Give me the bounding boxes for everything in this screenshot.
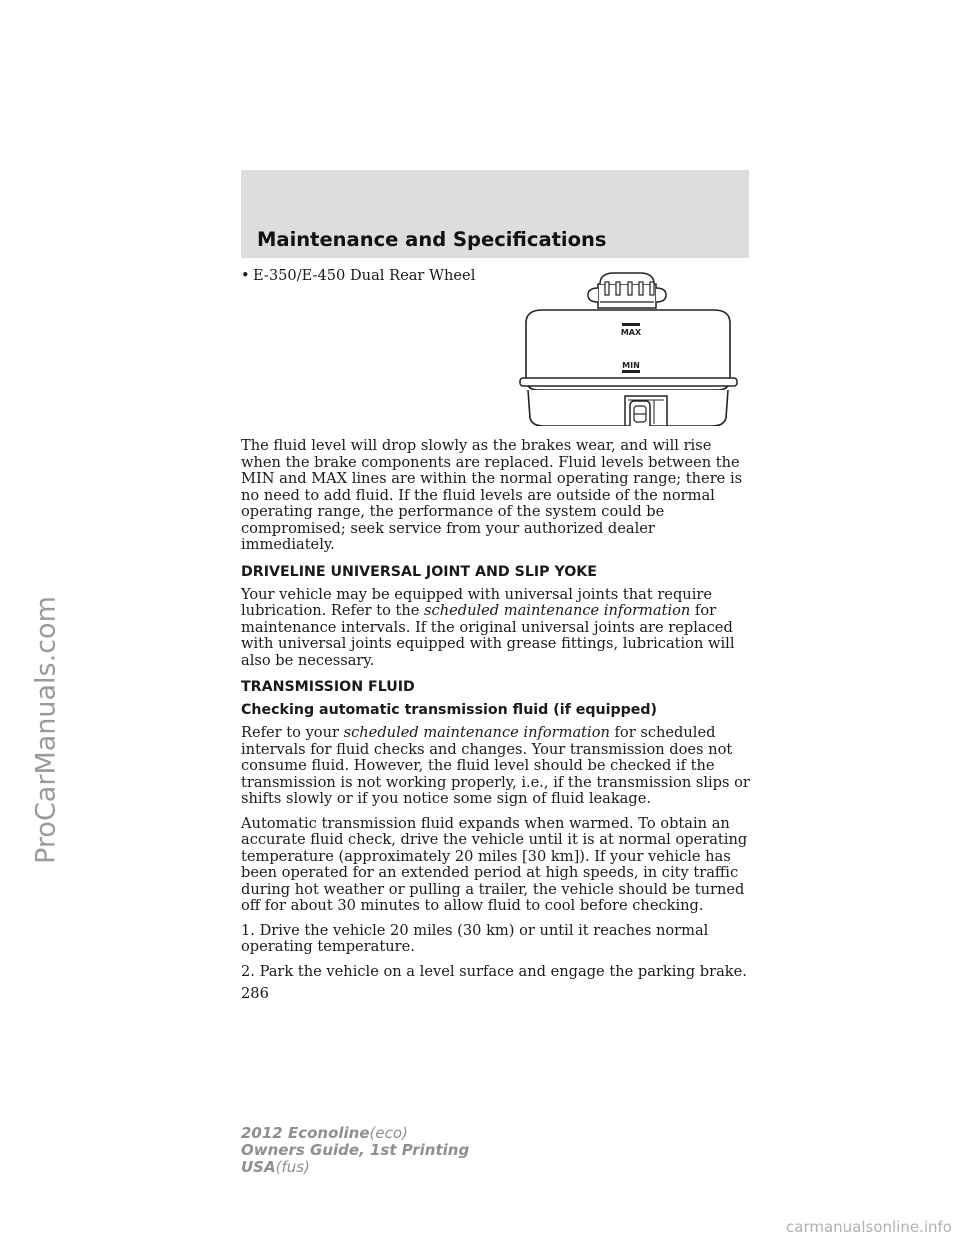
site-footer-link[interactable]: carmanualsonline.info (786, 1218, 952, 1236)
step-1: 1. Drive the vehicle 20 miles (30 km) or until it reaches normal operating temperature. (241, 921, 709, 955)
footer-model: 2012 Econoline (241, 1124, 370, 1142)
min-label: MIN (622, 361, 640, 370)
footer-model-code: (eco) (369, 1124, 408, 1142)
text-segment: for scheduled intervals for fluid checks and changes. Your transmission does not consume fluid. However, the fluid level should be checked if the transmission is not working properly, i.e., if the transmission slips or shifts slowly or if you notice some sign of fluid leakage. (241, 724, 750, 807)
step-2: 2. Park the vehicle on a level surface and engage the parking brake. (241, 962, 747, 980)
paragraph-refer (241, 725, 751, 808)
heading-driveline: DRIVELINE UNIVERSAL JOINT AND SLIP YOKE (241, 563, 597, 580)
reservoir-seam (520, 378, 737, 386)
print-footer (241, 1125, 469, 1176)
paragraph-driveline (241, 587, 751, 670)
text-segment: Your vehicle may be equipped with universal joints that require lubrication. Refer to the (241, 585, 712, 619)
italic-reference: scheduled maintenance information (343, 724, 610, 741)
max-line-mark (622, 323, 640, 326)
heading-checking-fluid: Checking automatic transmission fluid (if equipped) (241, 702, 658, 718)
footer-region: USA (241, 1158, 276, 1176)
page-number: 286 (241, 985, 269, 1002)
section-title: Maintenance and Specifications (257, 228, 607, 251)
heading-transmission-fluid: TRANSMISSION FLUID (241, 679, 415, 695)
text-segment: for maintenance intervals. If the original universal joints are replaced with universal joints equipped with grease fittings, lubrication will also be necessary. (241, 602, 735, 669)
footer-guide: Owners Guide, 1st Printing (241, 1141, 470, 1159)
max-label: MAX (620, 328, 642, 337)
min-line-mark (622, 370, 640, 373)
page-content (241, 268, 751, 1003)
paragraph-fluid-level: The fluid level will drop slowly as the brakes wear, and will rise when the brake components are replaced. Fluid levels between the MIN and MAX lines are within the normal operating range; there is no need to add fluid. If the fluid levels are outside of the normal operating range, the performance of the system could be compromised; seek service from your authorized dealer immediately. (241, 437, 743, 553)
footer-region-code: (fus) (275, 1158, 310, 1176)
italic-reference: scheduled maintenance information (424, 602, 691, 619)
watermark: ProCarManuals.com (30, 596, 62, 864)
brake-fluid-reservoir-illustration (516, 268, 741, 426)
bullet-symbol: • (241, 267, 250, 284)
bullet-text: E-350/E-450 Dual Rear Wheel (253, 267, 476, 284)
paragraph-fluid-expands: Automatic transmission fluid expands when warmed. To obtain an accurate fluid check, drive the vehicle until it is at normal operating temperature (approximately 20 miles [30 km]). If your vehicle has been operated for an extended period at high speeds, in city traffic during hot weather or pulling a trailer, the vehicle should be turned off for about 30 minutes to allow fluid to cool before checking. (241, 814, 748, 914)
text-segment: Refer to your (241, 724, 344, 741)
